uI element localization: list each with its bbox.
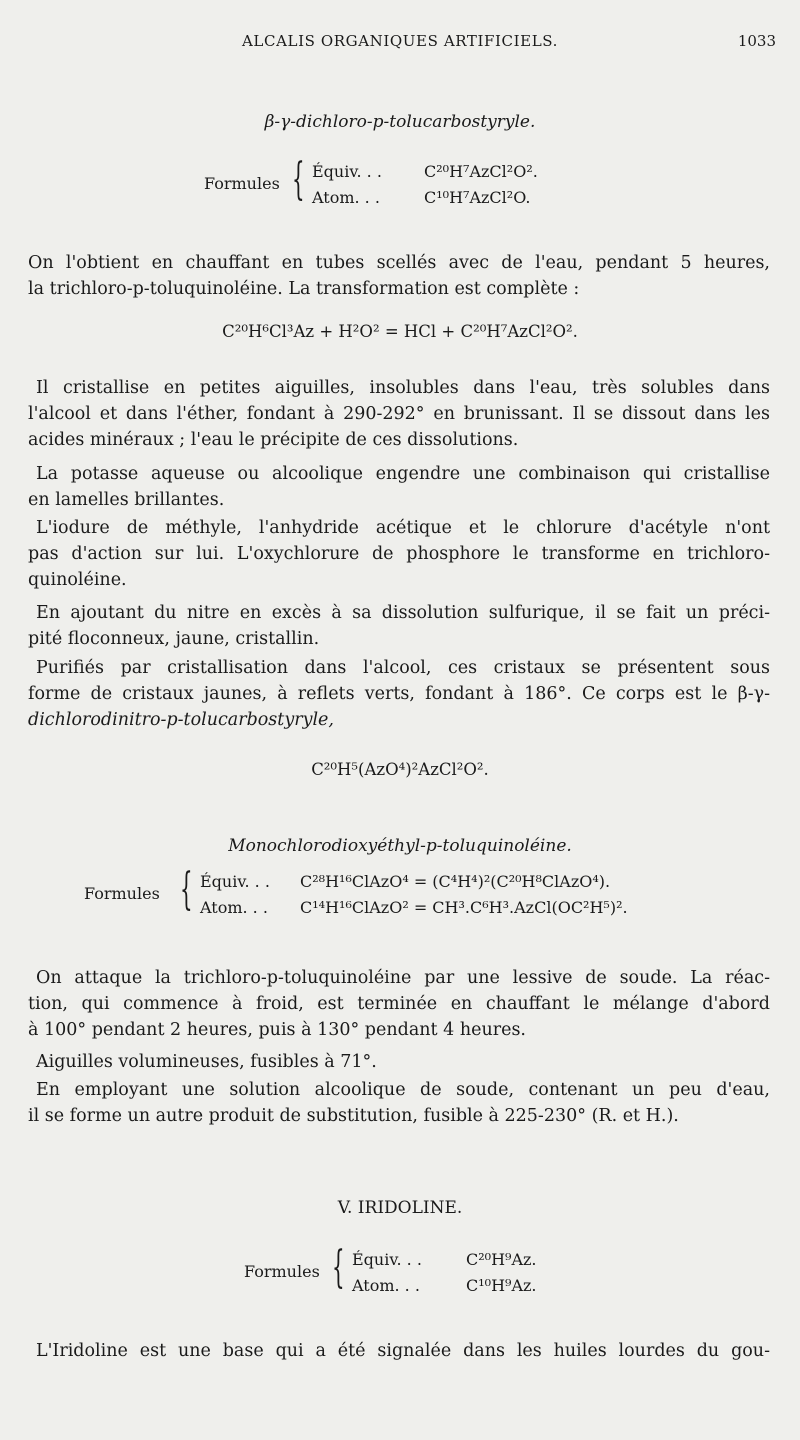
text-line: L'Iridoline est une base qui a été signalée dans les huiles lourdes du gou- [36, 1341, 770, 1361]
text-line: En employant une solution alcoolique de soude, contenant un peu d'eau, [36, 1080, 770, 1100]
page-number: 1033 [737, 32, 776, 50]
formula-equiv-label: Équiv. . . [200, 872, 270, 891]
formula-atom-value: C¹⁰H⁹Az. [466, 1276, 537, 1295]
brace-symbol: { [180, 864, 193, 915]
text-line: acides minéraux ; l'eau le précipite de ces dissolutions. [28, 430, 519, 451]
paragraph [28, 250, 770, 302]
text-line: La potasse aqueuse ou alcoolique engendre une combinaison qui cristallise [36, 464, 770, 484]
formula-equiv-value: C²⁰H⁷AzCl²O². [424, 162, 538, 181]
text-line: à 100° pendant 2 heures, puis à 130° pendant 4 heures. [28, 1020, 526, 1041]
formula-block [204, 154, 604, 216]
text-line: L'iodure de méthyle, l'anhydride acétique et le chlorure d'acétyle n'ont [36, 518, 770, 538]
formula-atom-label: Atom. . . [352, 1276, 420, 1295]
running-header: ALCALIS ORGANIQUES ARTIFICIELS. [242, 32, 558, 50]
text-line: pas d'action sur lui. L'oxychlorure de phosphore le transforme en trichloro- [28, 544, 770, 565]
text-line: On attaque la trichloro-p-toluquinoléine par une lessive de soude. La réac- [36, 968, 770, 988]
paragraph [28, 1077, 770, 1129]
text-line: dichlorodinitro-p-tolucarbostyryle, [28, 710, 334, 731]
text-line: l'alcool et dans l'éther, fondant à 290-292° en brunissant. Il se dissout dans les [28, 404, 770, 425]
formula-atom-label: Atom. . . [312, 188, 380, 207]
formula-block [244, 1242, 644, 1304]
paragraph [28, 461, 770, 513]
text-line: forme de cristaux jaunes, à reflets verts, fondant à 186°. Ce corps est le β-γ- [28, 684, 770, 705]
paragraph [28, 965, 770, 1044]
formula-label: Formules [244, 1262, 320, 1281]
text-line: la trichloro-p-toluquinoléine. La transformation est complète : [28, 279, 580, 300]
paragraph [28, 600, 770, 652]
paragraph [28, 1338, 770, 1364]
chemical-equation: C²⁰H⁵(AzO⁴)²AzCl²O². [311, 760, 489, 779]
text-line: tion, qui commence à froid, est terminée en chauffant le mélange d'abord [28, 994, 770, 1015]
formula-atom-value: C¹⁴H¹⁶ClAzO² = CH³.C⁶H³.AzCl(OC²H⁵)². [300, 898, 628, 917]
section-title: V. IRIDOLINE. [337, 1198, 463, 1218]
text-line: On l'obtient en chauffant en tubes scellés avec de l'eau, pendant 5 heures, [28, 253, 770, 273]
text-line: En ajoutant du nitre en excès à sa dissolution sulfurique, il se fait un préci- [36, 603, 770, 623]
text-line: Purifiés par cristallisation dans l'alcool, ces cristaux se présentent sous [36, 658, 770, 678]
text-line: en lamelles brillantes. [28, 490, 225, 511]
paragraph [28, 375, 770, 454]
text-line: il se forme un autre produit de substitution, fusible à 225-230° (R. et H.). [28, 1106, 679, 1127]
formula-block [84, 864, 784, 926]
text-line: Aiguilles volumineuses, fusibles à 71°. [36, 1052, 377, 1072]
formula-equiv-value: C²⁸H¹⁶ClAzO⁴ = (C⁴H⁴)²(C²⁰H⁸ClAzO⁴). [300, 872, 611, 891]
paragraph [28, 655, 770, 734]
section-title: β-γ-dichloro-p-tolucarbostyryle. [264, 112, 536, 132]
text-line: quinoléine. [28, 570, 127, 591]
formula-equiv-label: Équiv. . . [352, 1250, 422, 1269]
paragraph [28, 515, 770, 594]
chemical-equation: C²⁰H⁶Cl³Az + H²O² = HCl + C²⁰H⁷AzCl²O². [222, 322, 578, 341]
formula-atom-label: Atom. . . [200, 898, 268, 917]
formula-label: Formules [84, 884, 160, 903]
brace-symbol: { [292, 154, 305, 205]
brace-symbol: { [332, 1242, 345, 1293]
formula-equiv-value: C²⁰H⁹Az. [466, 1250, 537, 1269]
text-line: pité floconneux, jaune, cristallin. [28, 629, 320, 650]
paragraph [28, 1049, 770, 1075]
formula-equiv-label: Équiv. . . [312, 162, 382, 181]
text-line: Il cristallise en petites aiguilles, insolubles dans l'eau, très solubles dans [36, 378, 770, 398]
formula-label: Formules [204, 174, 280, 193]
formula-atom-value: C¹⁰H⁷AzCl²O. [424, 188, 531, 207]
section-title: Monochlorodioxyéthyl-p-toluquinoléine. [228, 836, 572, 856]
